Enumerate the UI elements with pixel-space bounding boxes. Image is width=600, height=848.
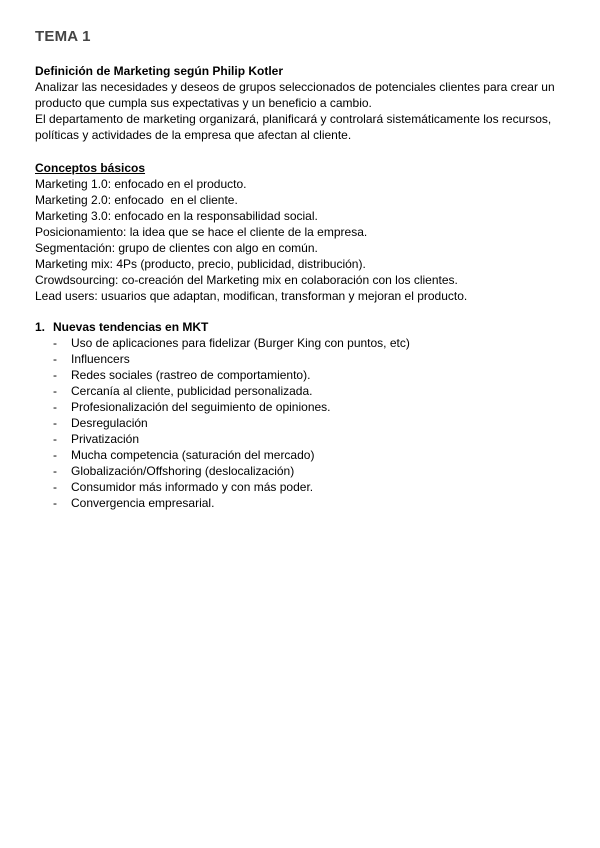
concept-line: Crowdsourcing: co-creación del Marketing mix en colaboración con los clientes. [35, 273, 458, 287]
trend-item-text: Mucha competencia (saturación del mercado) [71, 448, 315, 462]
dash-bullet: - [53, 464, 57, 478]
definition-heading: Definición de Marketing según Philip Kotler [35, 64, 284, 78]
concept-line: Marketing 2.0: enfocado en el cliente. [35, 193, 238, 207]
definition-line: El departamento de marketing organizará, planificará y controlará sistemáticamente los recursos, [35, 112, 552, 126]
dash-bullet: - [53, 432, 57, 446]
dash-bullet: - [53, 400, 57, 414]
concept-line: Marketing 1.0: enfocado en el producto. [35, 177, 247, 191]
trend-item-text: Profesionalización del seguimiento de opiniones. [71, 400, 331, 414]
trends-number: 1. [35, 320, 46, 334]
concept-line: Posicionamiento: la idea que se hace el cliente de la empresa. [35, 225, 368, 239]
trend-item-text: Convergencia empresarial. [71, 496, 215, 510]
trend-item [35, 351, 575, 367]
dash-bullet: - [53, 448, 57, 462]
trend-item [35, 495, 575, 511]
trend-item [35, 463, 575, 479]
trend-item [35, 415, 575, 431]
trend-item-text: Redes sociales (rastreo de comportamiento). [71, 368, 311, 382]
dash-bullet: - [53, 416, 57, 430]
trend-item [35, 335, 575, 351]
trends-heading-text: Nuevas tendencias en MKT [53, 320, 209, 334]
trends-section [35, 319, 575, 511]
trend-item [35, 447, 575, 463]
definition-section [35, 63, 575, 143]
concepts-heading: Conceptos básicos [35, 161, 146, 175]
trend-item [35, 367, 575, 383]
trend-item [35, 399, 575, 415]
trend-item-text: Desregulación [71, 416, 148, 430]
trend-item [35, 383, 575, 399]
dash-bullet: - [53, 368, 57, 382]
concept-line: Lead users: usuarios que adaptan, modifican, transforman y mejoran el producto. [35, 289, 468, 303]
trend-item [35, 479, 575, 495]
trend-item [35, 431, 575, 447]
definition-line: producto que cumpla sus expectativas y un beneficio a cambio. [35, 96, 372, 110]
dash-bullet: - [53, 336, 57, 350]
concepts-section [35, 160, 575, 304]
dash-bullet: - [53, 480, 57, 494]
concept-line: Marketing mix: 4Ps (producto, precio, publicidad, distribución). [35, 257, 366, 271]
dash-bullet: - [53, 384, 57, 398]
concept-line: Segmentación: grupo de clientes con algo en común. [35, 241, 318, 255]
trend-item-text: Privatización [71, 432, 140, 446]
trend-item-text: Cercanía al cliente, publicidad personalizada. [71, 384, 313, 398]
document-title: TEMA 1 [35, 28, 91, 45]
trend-item-text: Influencers [71, 352, 130, 366]
concept-line: Marketing 3.0: enfocado en la responsabilidad social. [35, 209, 318, 223]
dash-bullet: - [53, 352, 57, 366]
definition-line: políticas y actividades de la empresa que afectan al cliente. [35, 128, 352, 142]
dash-bullet: - [53, 496, 57, 510]
trend-item-text: Uso de aplicaciones para fidelizar (Burger King con puntos, etc) [71, 336, 410, 350]
trend-item-text: Globalización/Offshoring (deslocalización) [71, 464, 295, 478]
trend-item-text: Consumidor más informado y con más poder. [71, 480, 314, 494]
trends-heading [35, 319, 575, 335]
definition-line: Analizar las necesidades y deseos de grupos seleccionados de potenciales clientes para crear un [35, 80, 555, 94]
